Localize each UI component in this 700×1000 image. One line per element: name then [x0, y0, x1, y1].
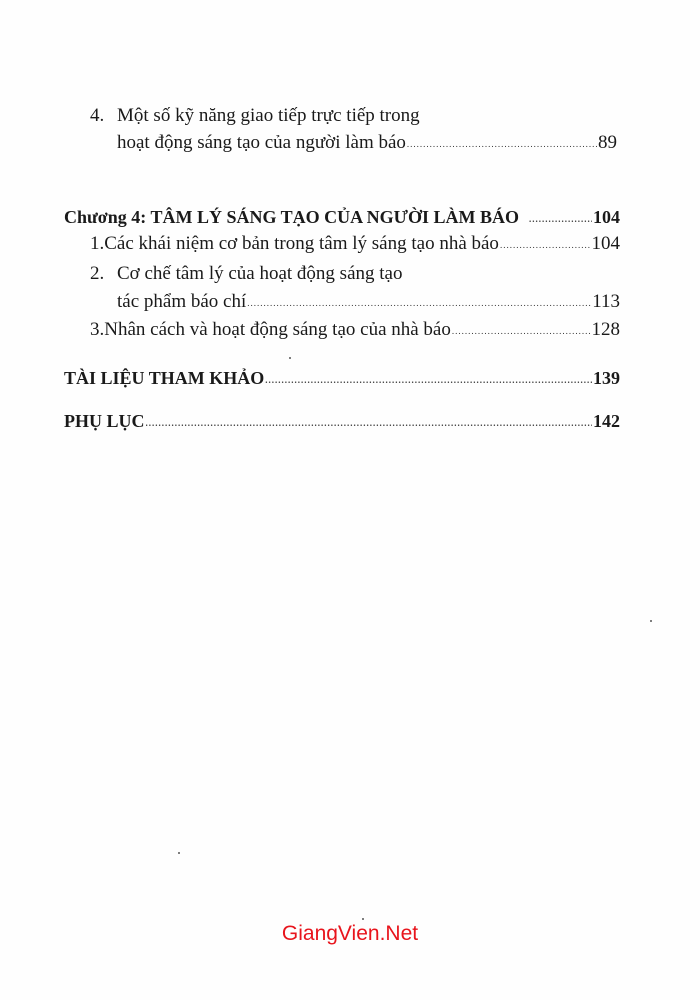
toc-chapter-4[interactable]: [64, 205, 620, 232]
toc-entry-number: 3.: [90, 319, 105, 340]
toc-entry-4-1[interactable]: [90, 232, 620, 258]
leader-dots: [146, 411, 593, 435]
watermark-text: GiangVien.Net: [281, 922, 419, 945]
toc-entry-title: Các khái niệm cơ bản trong tâm lý sáng tạo nhà báo: [104, 233, 499, 254]
toc-references[interactable]: [64, 366, 620, 393]
toc-entry-4-2-line2[interactable]: [117, 290, 620, 316]
references-title: TÀI LIỆU THAM KHẢO: [64, 368, 265, 388]
toc-page-number: 89: [598, 132, 617, 153]
leader-dots: [265, 368, 592, 392]
toc-page-number: 128: [591, 319, 620, 340]
chapter-title: Chương 4: TÂM LÝ SÁNG TẠO CỦA NGƯỜI LÀM BÁO: [64, 207, 519, 227]
toc-entry-title-cont: hoạt động sáng tạo của người làm báo: [117, 132, 406, 153]
leader-dots: [500, 233, 591, 257]
toc-entry-title: Cơ chế tâm lý của hoạt động sáng tạo: [117, 263, 403, 284]
leader-dots: [529, 207, 592, 231]
toc-entry-title: Một số kỹ năng giao tiếp trực tiếp trong: [117, 105, 420, 126]
scan-speck: [650, 620, 652, 622]
toc-entry-title: Nhân cách và hoạt động sáng tạo của nhà báo: [104, 319, 451, 340]
scan-speck: [362, 918, 364, 920]
leader-dots: [452, 319, 591, 343]
toc-page-number: 104: [593, 207, 620, 227]
toc-entry-title-cont: tác phẩm báo chí: [117, 291, 247, 312]
toc-page-number: 139: [593, 368, 620, 388]
leader-dots: [247, 291, 591, 315]
toc-entry-number: 4.: [90, 105, 105, 126]
leader-dots: [407, 132, 597, 156]
scan-speck: [178, 852, 180, 854]
toc-entry-4-line2[interactable]: [117, 131, 617, 157]
toc-entry-number: 2.: [90, 263, 105, 284]
scan-speck: [289, 357, 291, 359]
toc-entry-number: 1.: [90, 233, 105, 254]
toc-page-number: 142: [593, 411, 620, 431]
toc-page-number: 104: [591, 233, 620, 254]
toc-entry-4-2-line1: [90, 262, 620, 286]
appendix-title: PHỤ LỤC: [64, 411, 145, 431]
toc-page-number: 113: [592, 291, 620, 312]
toc-entry-4-line1: [90, 104, 620, 128]
toc-appendix[interactable]: [64, 409, 620, 436]
toc-entry-4-3[interactable]: [90, 318, 620, 344]
